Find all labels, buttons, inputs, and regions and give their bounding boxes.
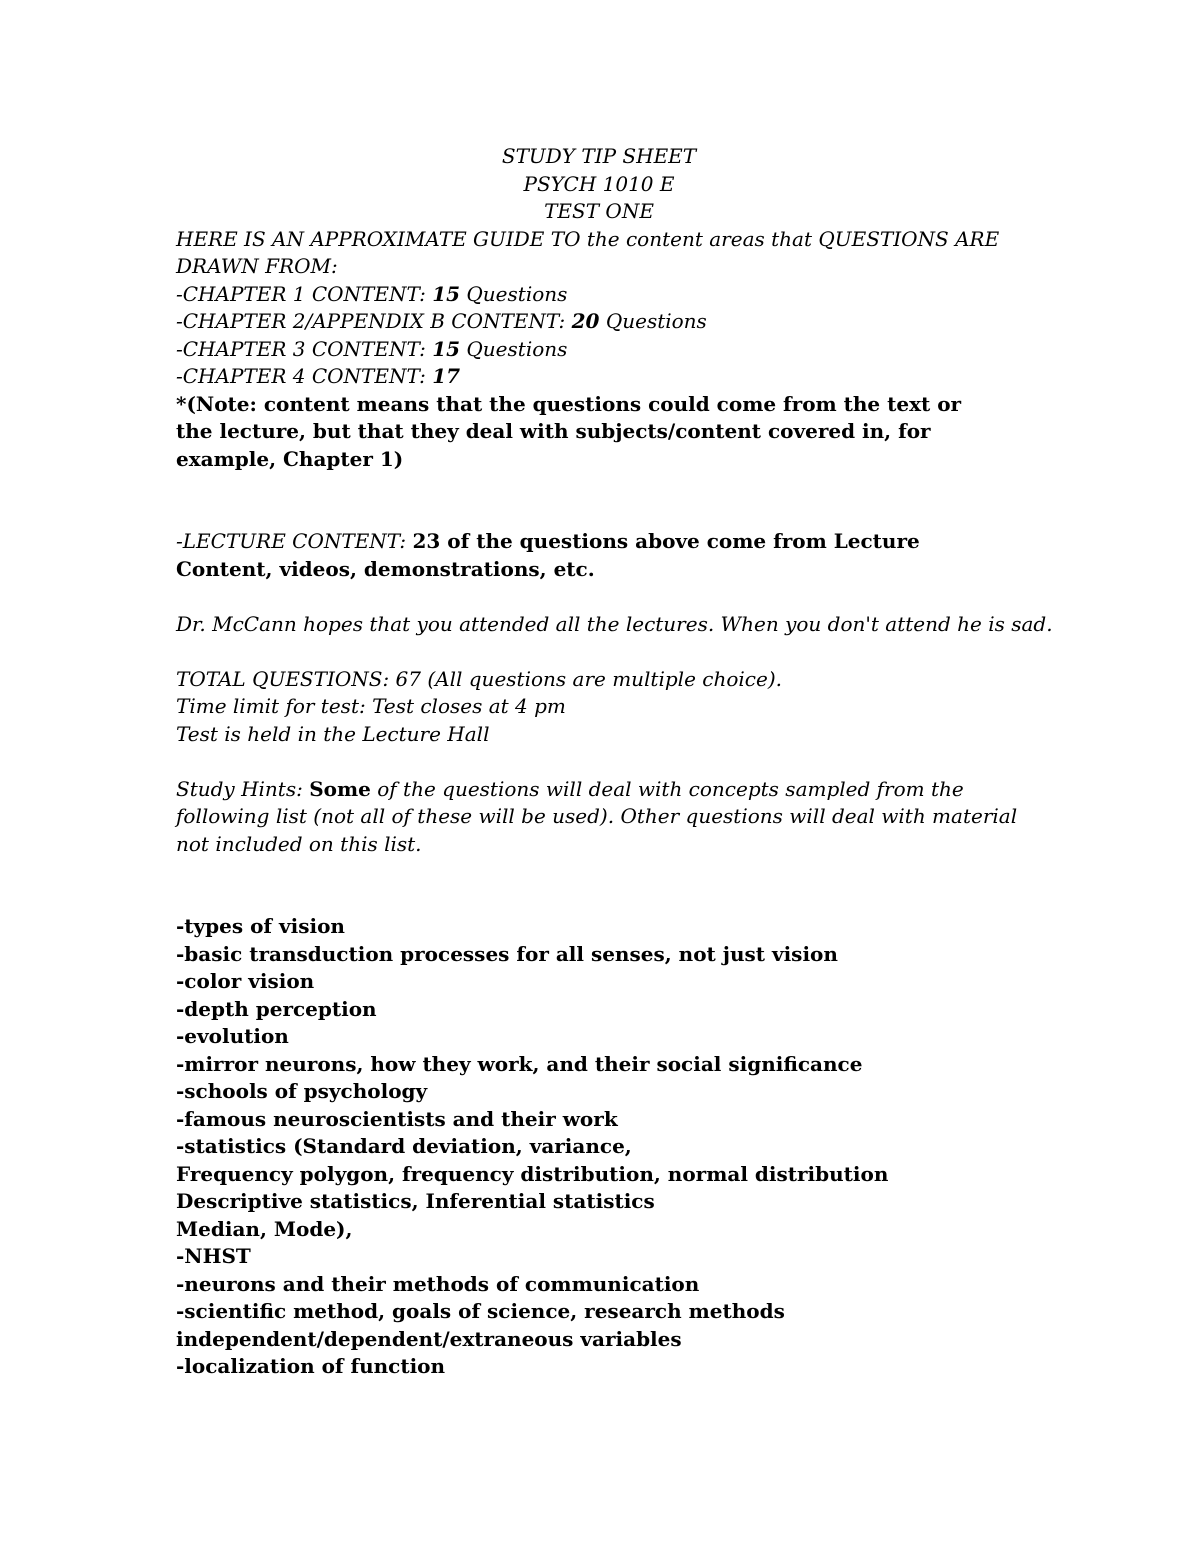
- list-item: -localization of function: [176, 1354, 446, 1378]
- study-hints: Study Hints: Some of the questions will deal with concepts sampled from the following list (not all of these will be used). Other questions will deal with material not included on this list.: [176, 776, 1018, 856]
- list-item: -famous neuroscientists and their work: [176, 1106, 618, 1131]
- list-item: -evolution: [176, 1024, 289, 1048]
- list-item: -mirror neurons, how they work, and their social significance: [176, 1051, 863, 1076]
- lecture-remark: Dr. McCann hopes that you attended all the lectures. When you don't attend he is sad.: [176, 611, 1053, 636]
- list-item: -scientific method, goals of science, research methods: [176, 1299, 785, 1323]
- total-questions: TOTAL QUESTIONS: 67 (All questions are multiple choice).: [176, 666, 782, 691]
- document-title: STUDY TIP SHEET: [501, 144, 697, 168]
- list-item: -depth perception: [176, 996, 377, 1021]
- topic-list: [176, 913, 1026, 1381]
- document-page: [176, 143, 1053, 1381]
- list-item: -basic transduction processes for all senses, not just vision: [176, 941, 838, 966]
- list-item: -types of vision: [176, 914, 345, 938]
- list-item: Median, Mode),: [176, 1216, 353, 1241]
- test-location: Test is held in the Lecture Hall: [176, 721, 490, 746]
- chapter-3-line: -CHAPTER 3 CONTENT: 15 Questions: [176, 336, 568, 361]
- content-note: *(Note: content means that the questions could come from the text or the lecture, but that they deal with subjects/content covered in, for example, Chapter 1): [176, 391, 962, 471]
- list-item: -statistics (Standard deviation, variance,: [176, 1134, 632, 1158]
- list-item: -NHST: [176, 1244, 251, 1268]
- chapter-1-line: -CHAPTER 1 CONTENT: 15 Questions: [176, 281, 568, 306]
- list-item: -neurons and their methods of communication: [176, 1271, 700, 1296]
- chapter-2-line: -CHAPTER 2/APPENDIX B CONTENT: 20 Questions: [176, 309, 707, 333]
- list-item: -color vision: [176, 969, 315, 993]
- list-item: Frequency polygon, frequency distribution, normal distribution: [176, 1161, 889, 1186]
- list-item: independent/dependent/extraneous variables: [176, 1326, 682, 1351]
- list-item: Descriptive statistics, Inferential statistics: [176, 1189, 655, 1213]
- lecture-content-line: -LECTURE CONTENT: 23 of the questions above come from Lecture Content, videos, demonstrations, etc.: [176, 529, 920, 581]
- test-name: TEST ONE: [544, 199, 654, 223]
- time-limit: Time limit for test: Test closes at 4 pm: [176, 694, 566, 718]
- guide-intro: HERE IS AN APPROXIMATE GUIDE TO the content areas that QUESTIONS ARE DRAWN FROM:: [176, 226, 1000, 278]
- list-item: -schools of psychology: [176, 1079, 428, 1103]
- chapter-4-line: -CHAPTER 4 CONTENT: 17: [176, 364, 461, 388]
- course-code: PSYCH 1010 E: [523, 171, 675, 196]
